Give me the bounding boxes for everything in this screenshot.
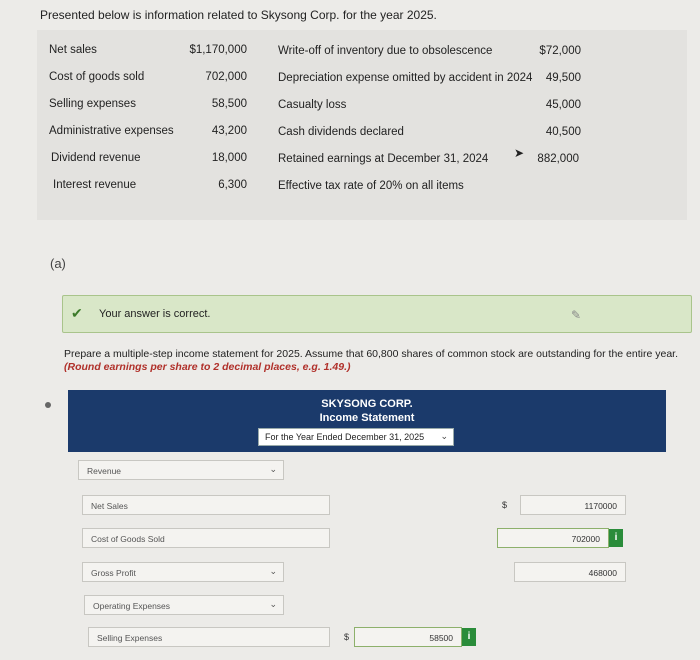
info-label: Dividend revenue bbox=[51, 152, 141, 164]
info-label: Effective tax rate of 20% on all items bbox=[278, 180, 464, 192]
information-panel bbox=[37, 30, 687, 220]
part-label: (a) bbox=[50, 256, 66, 271]
period-select-value: For the Year Ended December 31, 2025 bbox=[265, 432, 425, 442]
bullet-dot bbox=[45, 402, 51, 408]
net-sales-field[interactable] bbox=[82, 495, 330, 515]
cogs-label: Cost of Goods Sold bbox=[91, 534, 165, 544]
checkmark-icon: ✔ bbox=[71, 305, 83, 321]
gross-profit-label: Gross Profit bbox=[91, 568, 136, 578]
info-value: $72,000 bbox=[539, 45, 581, 57]
info-label: Interest revenue bbox=[53, 179, 137, 191]
problem-intro: Presented below is information related to Skysong Corp. for the year 2025. bbox=[40, 8, 437, 22]
info-value: 702,000 bbox=[205, 71, 247, 83]
operating-expenses-label: Operating Expenses bbox=[93, 601, 171, 611]
info-value: $1,170,000 bbox=[189, 44, 247, 56]
info-label: Cost of goods sold bbox=[49, 71, 145, 83]
info-value: 43,200 bbox=[211, 125, 247, 137]
cogs-amount[interactable]: 702000 bbox=[497, 528, 609, 548]
info-value: 882,000 bbox=[537, 153, 579, 165]
net-sales-amount[interactable]: 1170000 bbox=[520, 495, 626, 515]
selling-expenses-amount[interactable]: 58500 bbox=[354, 627, 462, 647]
info-icon[interactable]: i bbox=[609, 529, 623, 547]
chevron-down-icon: ⌄ bbox=[440, 431, 448, 441]
info-label: Selling expenses bbox=[49, 98, 136, 110]
info-icon[interactable]: i bbox=[462, 628, 476, 646]
dollar-sign: $ bbox=[502, 500, 508, 510]
correct-answer-banner bbox=[62, 295, 692, 333]
info-label: Net sales bbox=[49, 44, 97, 56]
selling-expenses-field[interactable] bbox=[88, 627, 330, 647]
info-label: Casualty loss bbox=[278, 99, 347, 111]
info-label: Cash dividends declared bbox=[278, 126, 404, 138]
info-value: 18,000 bbox=[211, 152, 247, 164]
chevron-down-icon: ⌄ bbox=[269, 599, 277, 609]
info-value: 49,500 bbox=[545, 72, 581, 84]
revenue-select[interactable] bbox=[78, 460, 284, 480]
operating-expenses-select[interactable] bbox=[84, 595, 284, 615]
company-name: SKYSONG CORP. bbox=[321, 398, 413, 410]
info-label: Administrative expenses bbox=[49, 125, 174, 137]
info-value: 45,000 bbox=[545, 99, 581, 111]
revenue-select-label: Revenue bbox=[87, 466, 122, 476]
pencil-icon: ✎ bbox=[571, 308, 582, 322]
info-label: Depreciation expense omitted by accident in 2024 bbox=[278, 72, 533, 84]
gross-profit-select[interactable] bbox=[82, 562, 284, 582]
dollar-sign: $ bbox=[344, 632, 350, 642]
info-value: 58,500 bbox=[211, 98, 247, 110]
chevron-down-icon: ⌄ bbox=[269, 566, 277, 576]
cogs-field[interactable] bbox=[82, 528, 330, 548]
correct-message: Your answer is correct. bbox=[99, 308, 211, 320]
info-value: 40,500 bbox=[545, 126, 581, 138]
period-select[interactable] bbox=[258, 428, 454, 446]
mouse-cursor-icon: ➤ bbox=[514, 146, 525, 160]
statement-title: Income Statement bbox=[319, 412, 415, 424]
gross-profit-amount[interactable]: 468000 bbox=[514, 562, 626, 582]
rounding-note: (Round earnings per share to 2 decimal places, e.g. 1.49.) bbox=[64, 361, 351, 373]
info-label: Write-off of inventory due to obsolescence bbox=[278, 45, 493, 57]
instructions-text: Prepare a multiple-step income statement for 2025. Assume that 60,800 shares of common stock are outstanding for the entire year. bbox=[64, 348, 678, 360]
selling-expenses-label: Selling Expenses bbox=[97, 633, 163, 643]
statement-header bbox=[68, 390, 666, 452]
net-sales-label: Net Sales bbox=[91, 501, 128, 511]
info-label: Retained earnings at December 31, 2024 bbox=[278, 153, 489, 165]
instructions bbox=[64, 348, 684, 374]
chevron-down-icon: ⌄ bbox=[269, 464, 277, 474]
info-value: 6,300 bbox=[218, 179, 247, 191]
